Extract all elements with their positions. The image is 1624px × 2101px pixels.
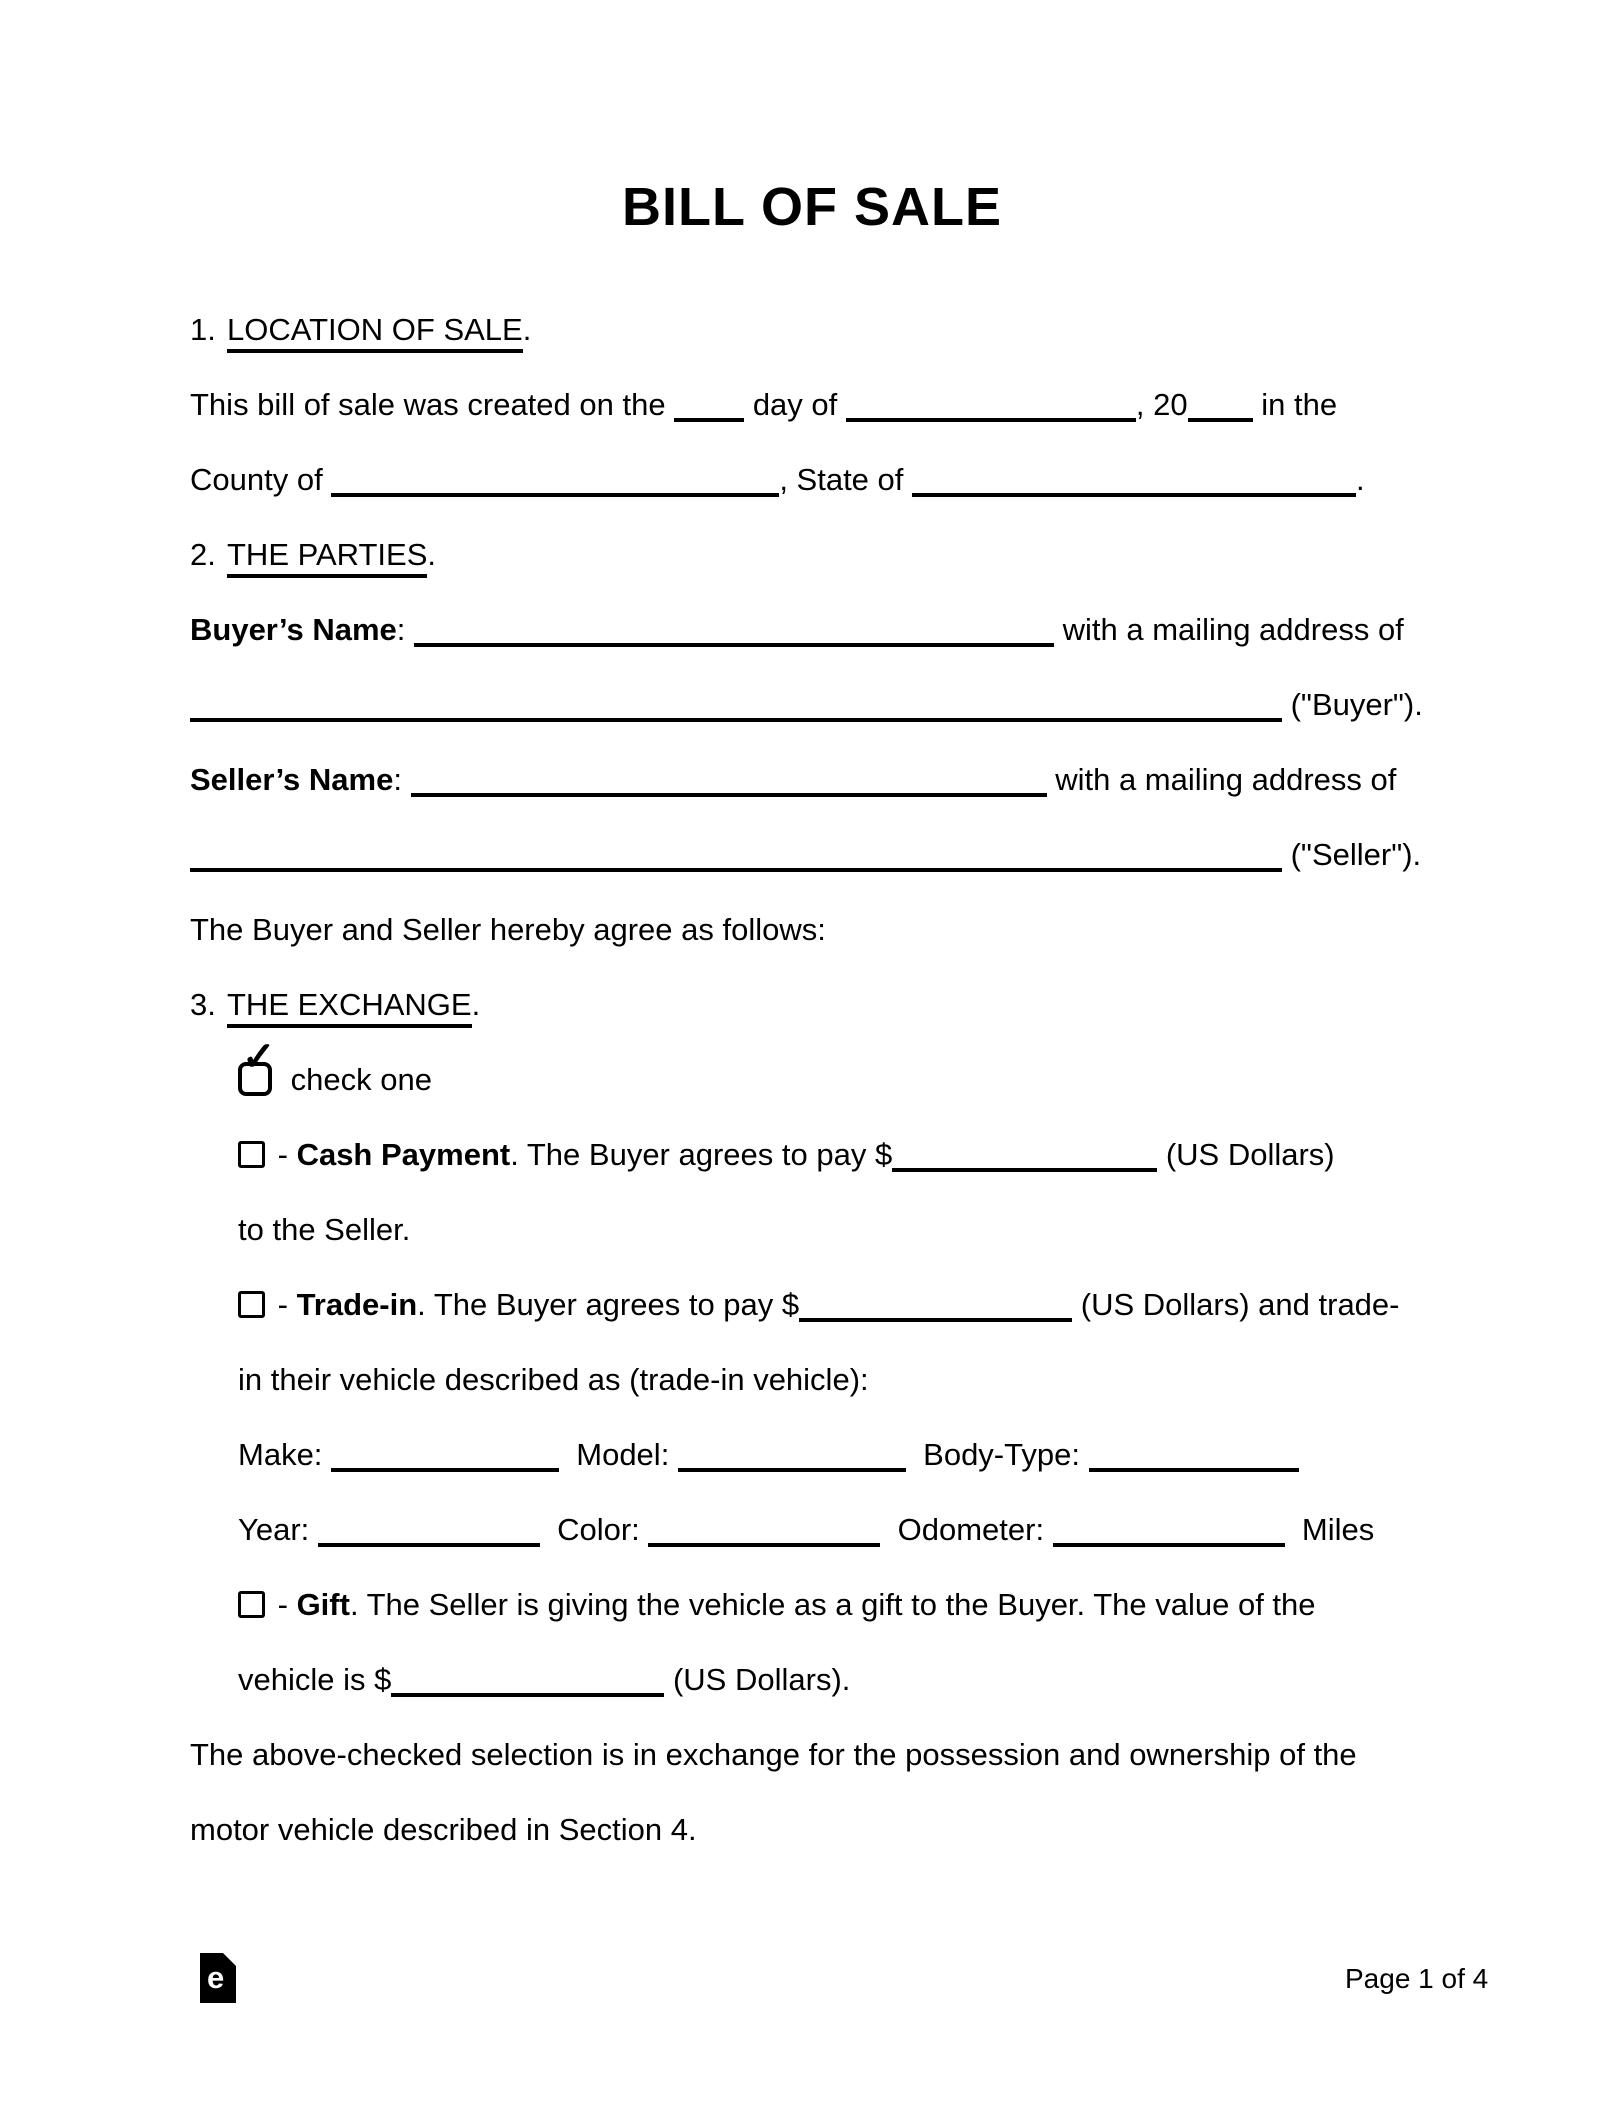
- text-segment: This bill of sale was created on the: [190, 387, 675, 422]
- section-title-period: .: [427, 537, 437, 572]
- blank-field[interactable]: [1053, 1533, 1285, 1547]
- text-segment: County of: [190, 462, 332, 497]
- text-segment: Model:: [559, 1437, 678, 1472]
- section-number: 3.: [190, 987, 216, 1022]
- bold-label: Gift: [296, 1587, 350, 1622]
- doc-line: [190, 367, 1446, 442]
- text-segment: (US Dollars).: [664, 1662, 851, 1697]
- doc-line: [190, 1717, 1446, 1792]
- section-heading: [190, 292, 1446, 367]
- blank-field[interactable]: [799, 1308, 1072, 1322]
- text-segment: The above-checked selection is in exchange for the possession and ownership of the: [190, 1737, 1357, 1772]
- doc-line: [190, 742, 1446, 817]
- document-title: BILL OF SALE: [621, 177, 1002, 237]
- section-title: THE PARTIES: [227, 537, 427, 578]
- page-number: Page 1 of 4: [1345, 1963, 1489, 1994]
- bold-label: Seller’s Name: [190, 762, 394, 797]
- doc-line: [190, 1792, 1446, 1867]
- section-title: THE EXCHANGE: [227, 987, 472, 1028]
- doc-line: [190, 1342, 1446, 1417]
- text-segment: ("Buyer").: [1282, 687, 1423, 722]
- blank-field[interactable]: [912, 483, 1356, 497]
- doc-line: [190, 892, 1446, 967]
- text-segment: -: [269, 1137, 297, 1172]
- empty-checkbox-icon[interactable]: [238, 1141, 265, 1168]
- section-title: LOCATION OF SALE: [227, 312, 523, 353]
- doc-line: [190, 1267, 1446, 1342]
- text-segment: -: [269, 1587, 297, 1622]
- text-segment: The Buyer and Seller hereby agree as follows:: [190, 912, 826, 947]
- text-segment: (US Dollars) and trade-: [1072, 1287, 1400, 1322]
- text-segment: . The Buyer agrees to pay $: [417, 1287, 800, 1322]
- blank-field[interactable]: [318, 1533, 540, 1547]
- text-segment: to the Seller.: [238, 1212, 411, 1247]
- blank-field[interactable]: [391, 1683, 664, 1697]
- doc-line: [190, 1567, 1446, 1642]
- text-segment: check one: [282, 1062, 432, 1097]
- section-heading: [190, 517, 1446, 592]
- doc-line: [190, 1117, 1446, 1192]
- text-segment: Body-Type:: [905, 1437, 1089, 1472]
- text-segment: . The Buyer agrees to pay $: [510, 1137, 893, 1172]
- blank-field[interactable]: [190, 708, 1282, 722]
- text-segment: day of: [744, 387, 846, 422]
- text-segment: :: [396, 612, 415, 647]
- blank-field[interactable]: [846, 408, 1136, 422]
- blank-field[interactable]: [411, 783, 1047, 797]
- bold-label: Trade-in: [296, 1287, 418, 1322]
- text-segment: Year:: [238, 1512, 318, 1547]
- doc-line: [190, 1042, 1446, 1117]
- text-segment: Make:: [238, 1437, 332, 1472]
- doc-line: [190, 817, 1446, 892]
- bold-label: Buyer’s Name: [190, 612, 397, 647]
- blank-field[interactable]: [331, 1458, 559, 1472]
- text-segment: , 20: [1135, 387, 1188, 422]
- bold-label: Cash Payment: [296, 1137, 511, 1172]
- doc-line: [190, 1192, 1446, 1267]
- text-segment: .: [1356, 462, 1365, 497]
- text-segment: Miles: [1284, 1512, 1375, 1547]
- doc-line: [190, 667, 1446, 742]
- section-heading: [190, 967, 1446, 1042]
- section-number: 1.: [190, 312, 216, 347]
- text-segment: ("Seller").: [1282, 837, 1422, 872]
- text-segment: , State of: [779, 462, 913, 497]
- blank-field[interactable]: [674, 408, 744, 422]
- blank-field[interactable]: [1089, 1458, 1299, 1472]
- empty-checkbox-icon[interactable]: [238, 1591, 265, 1618]
- blank-field[interactable]: [1188, 408, 1253, 422]
- text-segment: in the: [1252, 387, 1338, 422]
- text-segment: Color:: [539, 1512, 649, 1547]
- blank-field[interactable]: [331, 483, 779, 497]
- text-segment: motor vehicle described in Section 4.: [190, 1812, 697, 1847]
- text-segment: vehicle is $: [238, 1662, 392, 1697]
- text-segment: (US Dollars): [1157, 1137, 1335, 1172]
- blank-field[interactable]: [190, 858, 1282, 872]
- text-segment: Odometer:: [880, 1512, 1053, 1547]
- doc-line: [190, 442, 1446, 517]
- text-segment: in their vehicle described as (trade-in vehicle):: [238, 1362, 869, 1397]
- section-number: 2.: [190, 537, 216, 572]
- blank-field[interactable]: [892, 1158, 1157, 1172]
- text-segment: with a mailing address of: [1054, 612, 1404, 647]
- text-segment: . The Seller is giving the vehicle as a gift to the Buyer. The value of the: [349, 1587, 1316, 1622]
- blank-field[interactable]: [678, 1458, 906, 1472]
- blank-field[interactable]: [414, 633, 1054, 647]
- blank-field[interactable]: [648, 1533, 880, 1547]
- eforms-logo: [200, 1953, 236, 2003]
- doc-line: [190, 1642, 1446, 1717]
- eforms-logo-letter: e: [207, 1960, 225, 1995]
- section-title-period: .: [522, 312, 532, 347]
- section-title-period: .: [471, 987, 481, 1022]
- text-segment: -: [269, 1287, 297, 1322]
- doc-line: [190, 592, 1446, 667]
- checked-checkbox-icon[interactable]: [238, 1062, 272, 1096]
- empty-checkbox-icon[interactable]: [238, 1291, 265, 1318]
- text-segment: :: [393, 762, 411, 797]
- doc-line: [190, 1492, 1446, 1567]
- text-segment: with a mailing address of: [1046, 762, 1397, 797]
- doc-line: [190, 1417, 1446, 1492]
- document-body: [190, 292, 1446, 1867]
